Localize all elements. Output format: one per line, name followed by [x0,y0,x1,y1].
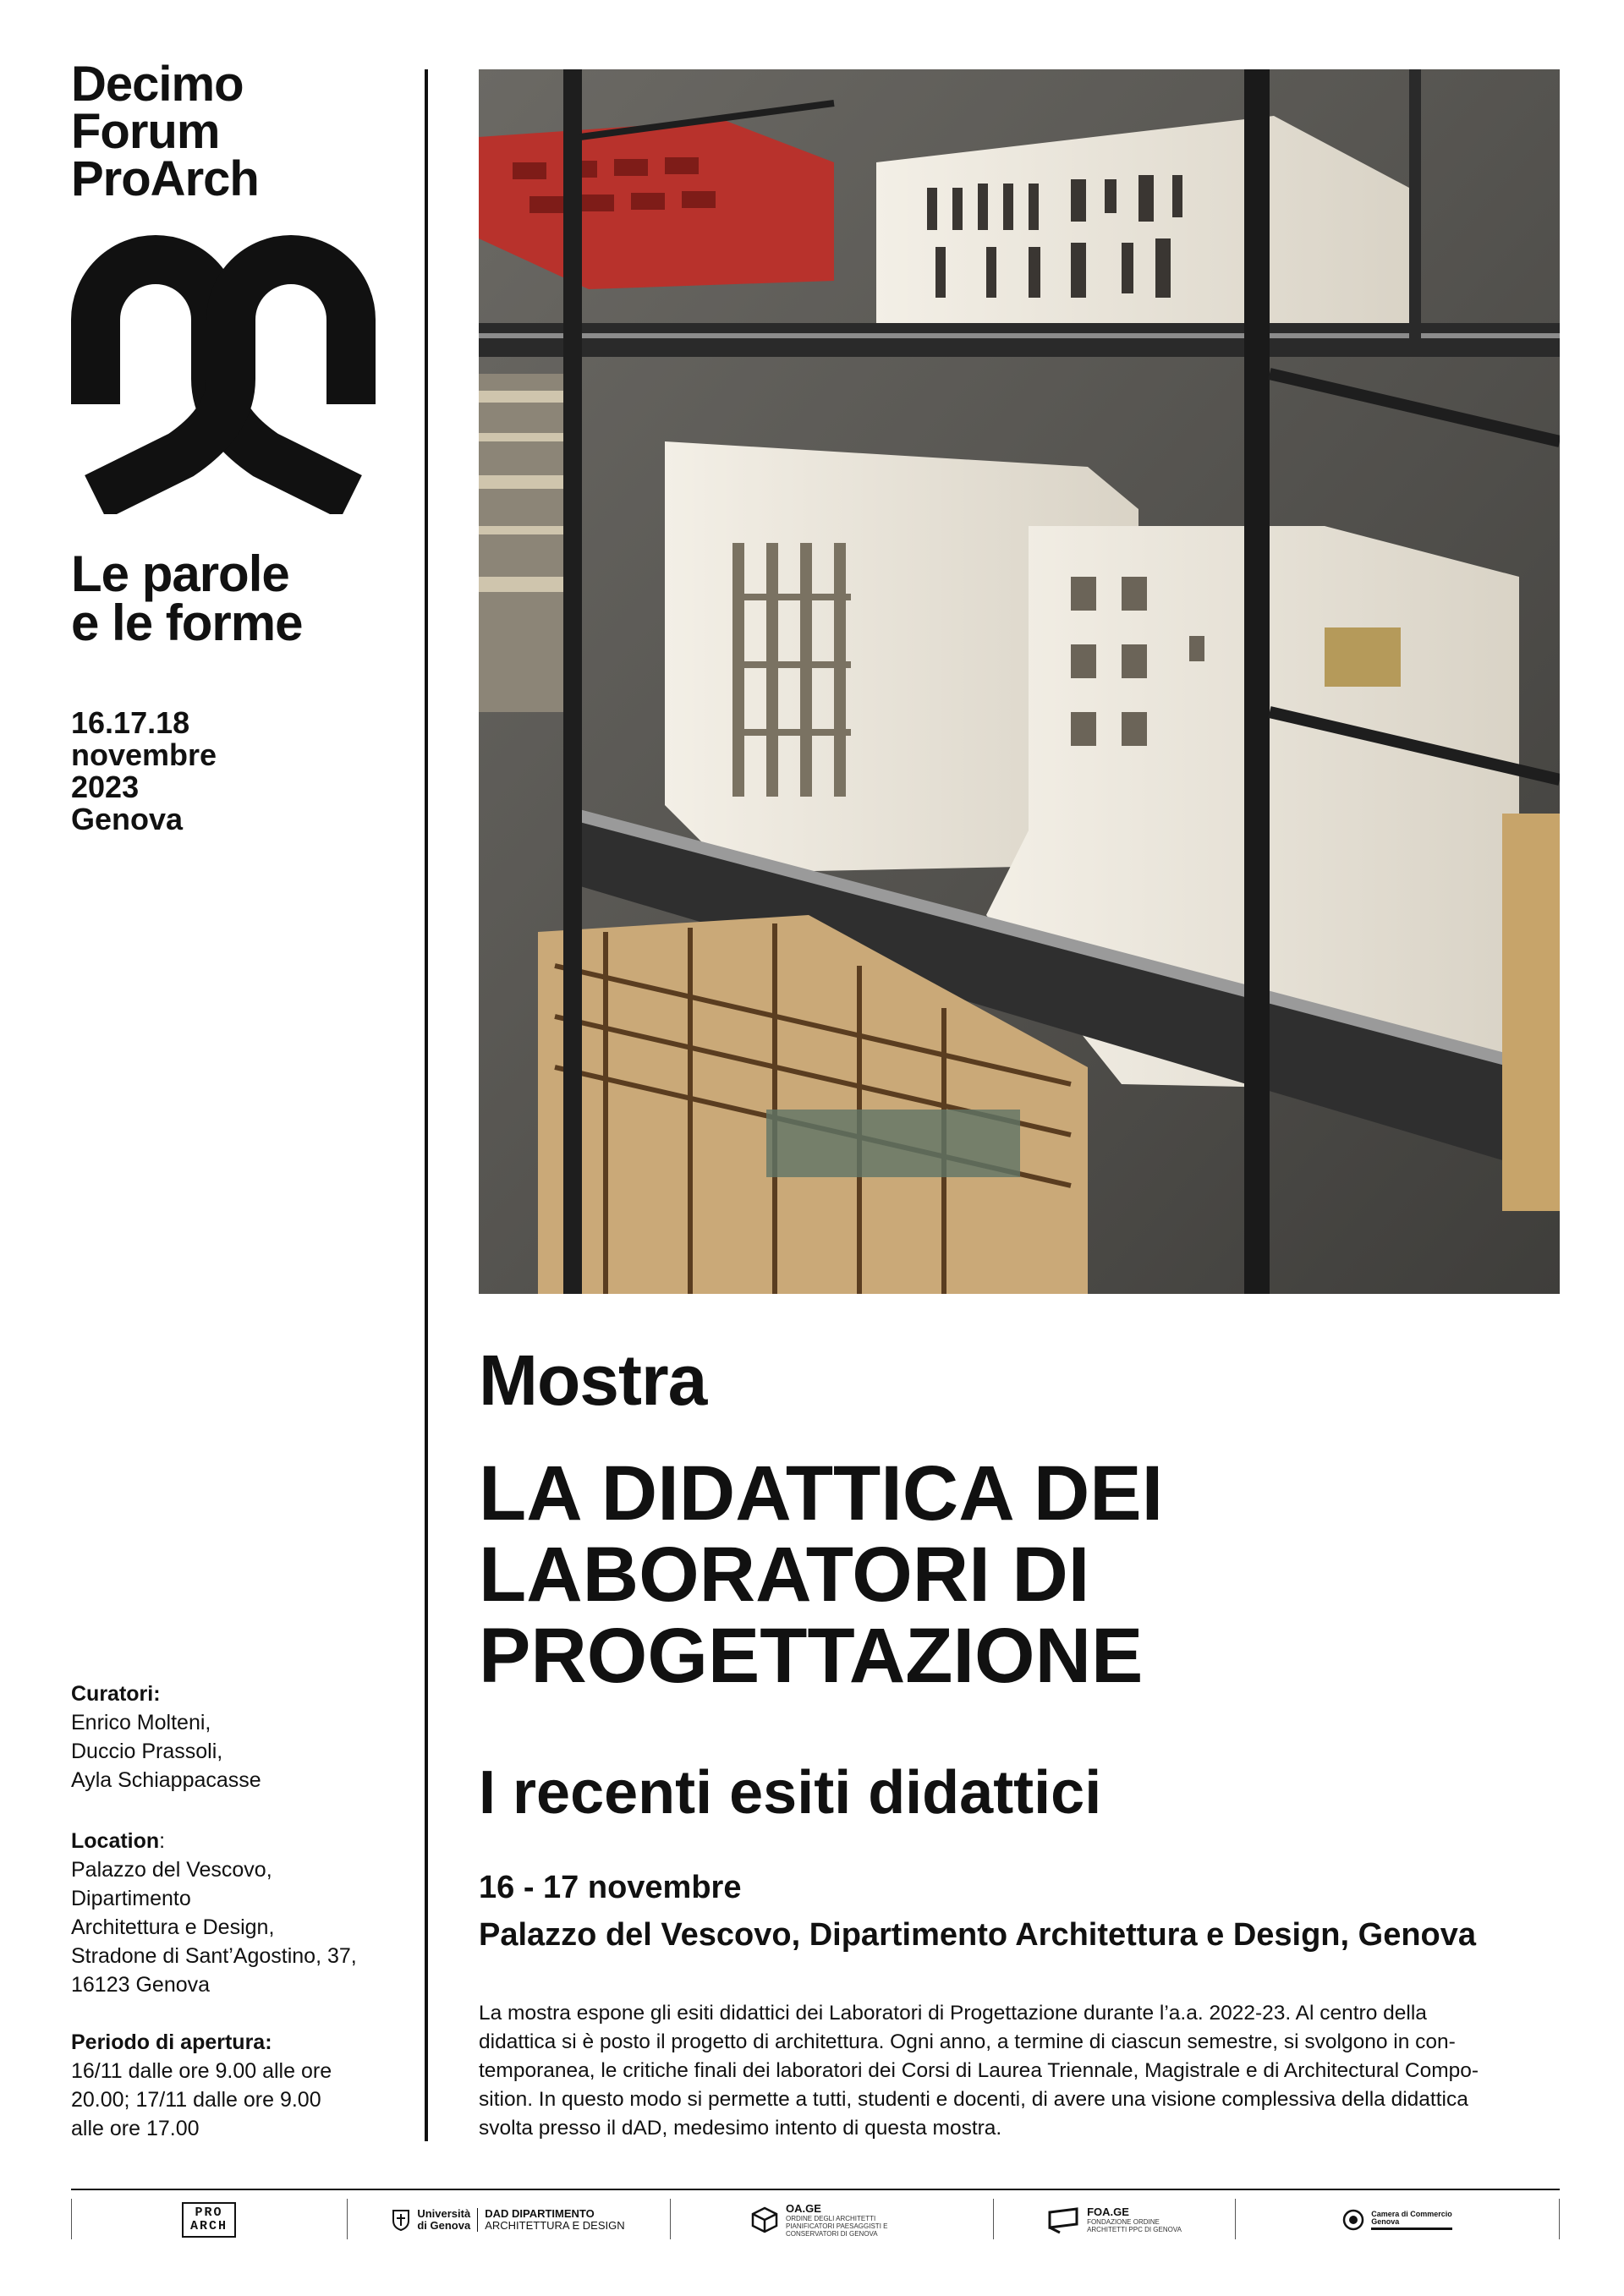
dates-line: novembre [71,737,217,772]
camera-line: Camera di Commercio [1371,2209,1452,2218]
dad-line: DAD DIPARTIMENTO [485,2207,595,2220]
description-line: sition. In questo modo si permette a tutti, studenti e docenti, di avere una visione complessiva della didattica [479,2088,1468,2111]
foage-sub: ARCHITETTI PPC DI GENOVA [1087,2226,1182,2233]
title-line: PROGETTAZIONE [479,1613,1144,1699]
proarch-logo-line: ARCH [189,2219,228,2233]
curators-label: Curatori: [71,1682,161,1706]
location-line: 16123 Genova [71,1973,211,1997]
forum-title [71,57,259,206]
camera-commercio-logo [1237,2199,1558,2241]
foage-name: FOA.GE [1087,2206,1129,2218]
exhibition-photo [479,69,1560,1294]
title-line: LA DIDATTICA DEI [479,1450,1164,1537]
location-line: Dipartimento [71,1887,191,1910]
oage-name: OA.GE [786,2201,821,2215]
footer-separator [670,2199,671,2239]
exhibition-subtitle: I recenti esiti didattici [479,1759,1102,1827]
location-label: Location [71,1829,160,1853]
forum-title-line: Decimo [71,57,244,112]
dates-line: 16.17.18 [71,705,190,740]
location-line: Stradone di Sant’Agostino, 37, [71,1944,357,1968]
tagline-line: e le forme [71,595,303,651]
description-line: temporanea, le critiche finali dei laboratori dei Corsi di Laurea Triennale, Magistrale e di Architectural Compo- [479,2059,1479,2082]
exhibition-description [479,1999,1553,2143]
location-block [71,1827,357,1999]
oage-logo [672,2199,991,2241]
unige-line: di Genova [417,2219,471,2232]
proarch-logo [73,2199,345,2241]
footer-separator [1559,2199,1560,2239]
tagline-line: Le parole [71,545,289,602]
footer-separator [1235,2199,1236,2239]
curator-name: Enrico Molteni, [71,1711,211,1734]
footer-separator [993,2199,994,2239]
foage-logo [995,2199,1233,2241]
forum-title-line: Forum [71,104,220,159]
footer-separator [71,2199,72,2239]
unige-crest-icon [392,2209,410,2231]
opening-line: 16/11 dalle ore 9.00 alle ore [71,2059,332,2083]
location-colon: : [159,1829,166,1853]
opening-label: Periodo di apertura: [71,2030,272,2054]
unige-line: Università [417,2207,471,2220]
location-line: Architettura e Design, [71,1915,275,1939]
location-line: Palazzo del Vescovo, [71,1858,272,1882]
dates-line: Genova [71,802,184,836]
foage-sub: FONDAZIONE ORDINE [1087,2218,1160,2226]
opening-block [71,2028,332,2143]
exhibition-place: Palazzo del Vescovo, Dipartimento Architettura e Design, Genova [479,1917,1477,1953]
camera-seal-icon [1342,2209,1364,2231]
curators-block [71,1680,261,1795]
vertical-divider [425,69,428,2141]
forum-title-line: ProArch [71,151,259,206]
footer-separator [347,2199,348,2239]
forum-dates [71,707,217,836]
oage-subtitle: ORDINE DEGLI ARCHITETTI PIANIFICATORI PAESAGGISTI E CONSERVATORI DI GENOVA [786,2214,888,2238]
exhibition-dates: 16 - 17 novembre [479,1870,742,1905]
description-line: svolta presso il dAD, medesimo intento di questa mostra. [479,2117,1002,2140]
dad-line: ARCHITETTURA E DESIGN [485,2219,625,2232]
curator-name: Ayla Schiappacasse [71,1768,261,1792]
exhibition-title [479,1450,1164,1699]
description-line: La mostra espone gli esiti didattici dei Laboratori di Progettazione durante l’a.a. 2022-23. Al centro della [479,2002,1427,2025]
foage-flag-icon [1046,2206,1080,2234]
proarch-logo-line: PRO [195,2206,223,2220]
tagline [71,545,303,651]
footer-rule [71,2189,1560,2190]
title-line: LABORATORI DI [479,1532,1090,1618]
curator-name: Duccio Prassoli, [71,1740,223,1763]
exhibition-kind: Mostra [479,1340,707,1420]
oage-cube-icon [750,2206,779,2234]
opening-line: alle ore 17.00 [71,2117,200,2140]
proarch-forum-logo [71,227,376,514]
unige-dad-logo [348,2199,668,2241]
dates-line: 2023 [71,770,140,804]
opening-line: 20.00; 17/11 dalle ore 9.00 [71,2088,321,2112]
camera-line: Genova [1371,2217,1400,2226]
description-line: didattica si è posto il progetto di architettura. Ogni anno, a termine di ciascun semestre, si svolgono in con- [479,2030,1456,2053]
